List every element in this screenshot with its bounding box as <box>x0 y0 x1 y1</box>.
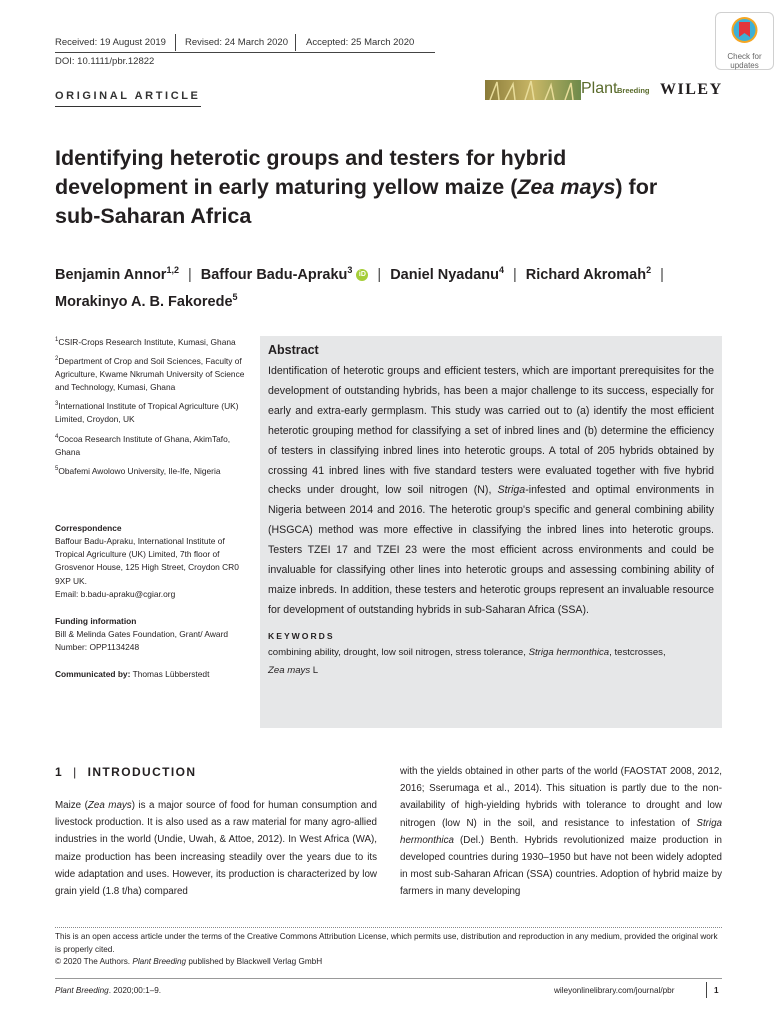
journal-logo <box>485 80 650 100</box>
author-name[interactable]: Richard Akromah <box>525 266 647 283</box>
intro-paragraph-left: Maize (Zea mays) is a major source of food for human consumption and livestock production. It is also used as a raw material for many agro-allied industries in the world (Undie, Uwah, & Attoe, 2012). In West Africa (WA), maize production has been increasing steadily over the years due to its wide adaptation and uses. However, its production is characterized by low grain yield (1.8 t/ha) compared <box>55 800 377 898</box>
journal-logo-text: Plant <box>581 80 618 97</box>
affiliation-item: $^4$Cocoa Research Institute of Ghana, AkimTafo, Ghana <box>55 433 231 457</box>
affiliation-item: $^5$Obafemi Awolowo University, Ile-Ife, Nigeria <box>55 465 221 476</box>
keywords-heading: KEYWORDS <box>268 630 335 641</box>
affiliation-item: $^1$CSIR-Crops Research Institute, Kumasi, Ghana <box>55 336 236 347</box>
affiliations <box>55 334 250 482</box>
accepted-date: Accepted: 25 March 2020 <box>306 37 415 48</box>
funding-text: Bill & Melinda Gates Foundation, Grant/ Award Number: OPP1134248 <box>55 629 229 653</box>
badge-line-2: updates <box>730 61 759 70</box>
received-date: Received: 19 August 2019 <box>55 37 166 48</box>
correspondence <box>55 522 250 601</box>
author-name[interactable]: Baffour Badu-Apraku <box>200 266 348 283</box>
keywords: combining ability, drought, low soil nitrogen, stress tolerance, Striga hermonthica, testcrosses, Zea mays L <box>268 646 666 676</box>
title-species: Zea mays <box>517 175 616 199</box>
publisher-logo: WILEY <box>660 81 723 98</box>
communicated-name: Thomas Lübberstedt <box>132 669 210 679</box>
header-rule <box>55 52 435 53</box>
check-for-updates-badge[interactable] <box>715 12 774 70</box>
correspondence-heading: Correspondence <box>55 523 122 533</box>
header-divider <box>175 34 176 51</box>
journal-url[interactable]: wileyonlinelibrary.com/journal/pbr <box>554 986 675 995</box>
correspondence-text: Baffour Badu-Apraku, International Institute of Tropical Agriculture (UK) Limited, 7th floor of Grosvenor House, 125 High Street, Croydon CR0 9XP UK. <box>55 536 239 586</box>
doi[interactable]: DOI: 10.1111/pbr.12822 <box>55 56 155 67</box>
article-type: ORIGINAL ARTICLE <box>55 90 201 102</box>
title-line-2: development in early maturing yellow maize (Zea mays) for <box>55 175 658 199</box>
affiliation-item: $^2$Department of Crop and Soil Sciences, Faculty of Agriculture, Kwame Nkrumah University of Science and Technology, Kumasi, Ghana <box>55 355 245 393</box>
article-type-rule <box>55 106 201 107</box>
footer-rule <box>55 978 722 979</box>
funding <box>55 615 250 654</box>
copyright: © 2020 The Authors. Plant Breeding published by Blackwell Verlag GmbH <box>55 957 323 967</box>
article-title <box>55 144 695 231</box>
abstract-heading: Abstract <box>268 343 319 357</box>
updates-icon <box>716 13 773 47</box>
correspondence-email[interactable]: Email: b.badu-apraku@cgiar.org <box>55 588 176 599</box>
abstract-text: Identification of heterotic groups and efficient testers, which are important prerequisites for the development of outstanding hybrids, has been a major challenge to its success, especially for early and extra-early germplasm. This study was carried out to (a) identify the most efficient heterotic grouping method for classifying a set of inbred lines and (b) determine the efficiency of testers in classifying inbred lines into heterotic groups. A total of 205 hybrids obtained by crossing 41 inbred lines with five standard testers were evaluated together with five hybrid checks under drought, low soil nitrogen (N), Striga-infested and optimal environments in Nigeria between 2014 and 2016. The heterotic group's specific and general combining ability (HSGCA) method was more effective in classifying the inbred lines into heterotic groups. Testers TZEI 17 and TZEI 23 were the most efficient across environments and could be invaluable for classifying other lines into heterotic groups and assessing combining ability of maize inbreds. In addition, these testers and heterotic groups represent an invaluable resource for development of outstanding hybrids in sub-Saharan Africa (SSA). <box>268 365 714 616</box>
page-number: 1 <box>714 986 719 995</box>
communicated-by <box>55 668 255 681</box>
section-heading-introduction: 1 | INTRODUCTION <box>55 765 197 779</box>
license-note: This is an open access article under the terms of the Creative Commons Attribution License, which permits use, distribution and reproduction in any medium, provided the original work is properly cited. © 2020 The Authors. Plant Breeding published by Blackwell Verlag GmbH <box>55 931 722 969</box>
footer-page-divider <box>706 982 707 998</box>
affiliation-item: $^3$International Institute of Tropical Agriculture (UK) Limited, Croydon, UK <box>55 401 239 425</box>
author-name[interactable]: Morakinyo A. B. Fakorede <box>55 293 233 310</box>
orcid-icon[interactable]: iD <box>356 269 368 281</box>
title-line-1: Identifying heterotic groups and testers for hybrid <box>55 146 567 170</box>
header-divider <box>295 34 296 51</box>
abstract-box <box>260 336 722 728</box>
author-name[interactable]: Benjamin Annor <box>55 266 167 283</box>
author-list: Benjamin Annor$^{1,2}$ | Baffour Badu-Apraku$^3$ iD | Daniel Nyadanu$^4$ | Richard Akromah$^2$ | Morakinyo A. B. Fakorede$^5$ <box>55 265 664 310</box>
funding-heading: Funding information <box>55 616 137 626</box>
revised-date: Revised: 24 March 2020 <box>185 37 288 48</box>
intro-paragraph-right: with the yields obtained in other parts of the world (FAOSTAT 2008, 2012, 2016; Sserumaga et al., 2014). This situation is partly due to the non-availability of high-yielding hybrids with tolerance to drought and low nitrogen (low N) in the soil, and resistance to infestation of Striga hermonthica (Del.) Benth. Hybrids revolutionized maize production in developed countries during 1930–1950 but have not been widely adopted in most sub-Saharan African (SSA) countries. Adoption of hybrid maize by farmers in many developing <box>400 766 722 898</box>
title-line-3: sub-Saharan Africa <box>55 204 252 228</box>
author-name[interactable]: Daniel Nyadanu <box>390 266 499 283</box>
journal-citation: Plant Breeding. 2020;00:1–9. <box>55 986 162 995</box>
communicated-label: Communicated by: <box>55 669 131 679</box>
badge-line-1: Check for <box>727 52 762 61</box>
journal-banner-image <box>485 80 581 100</box>
footer-divider <box>55 927 722 928</box>
journal-logo-sub: Breeding <box>617 86 650 95</box>
